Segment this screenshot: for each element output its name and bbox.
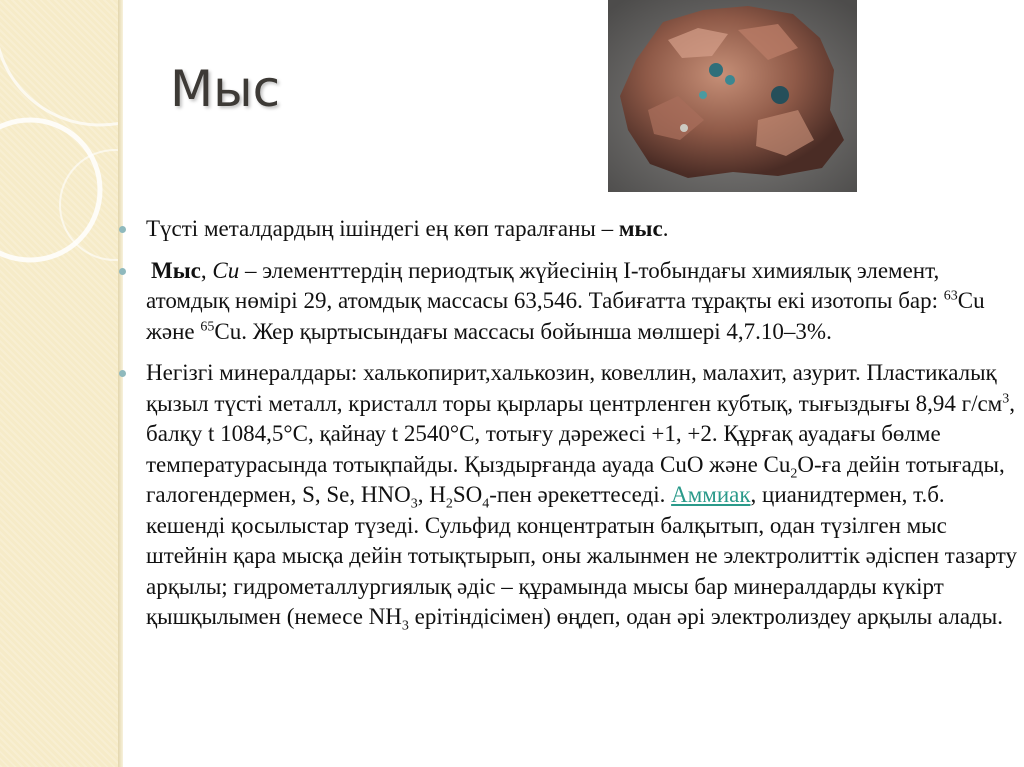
superscript: 3	[1002, 390, 1010, 406]
isotope-element: Cu	[957, 288, 985, 313]
bullet-text: O-ға дейін тотығады, галогендермен, S, Se, HNO	[146, 451, 1005, 507]
bullet-text: ерітіндісімен) өңдеп, одан әрі электролиздеу арқылы алады.	[408, 604, 1003, 629]
bullet-item	[118, 214, 1024, 245]
bold-term: мыс	[618, 216, 663, 241]
isotope-element: Cu	[214, 318, 242, 344]
bullet-item	[118, 358, 1024, 633]
ammonia-link[interactable]: Аммиак	[671, 482, 751, 507]
decorative-sidebar	[0, 0, 118, 767]
isotope-mass: 63	[943, 288, 958, 304]
isotope-mass: 65	[200, 318, 215, 334]
bullet-text: , цианидтермен, т.б. кешенді қосылыстар түзеді. Сульфид концентратын балқытып, одан түзілген мыс штейнін қара мысқа дейін тотықтырып, оны жалынмен не электролиттік әдіспен тазарту арқылы; гидрометаллургиялық әдіс – құрамында мысы бар минералдарды күкірт қышқылымен (немесе NH	[146, 482, 1018, 629]
bullet-text: Негізгі минералдары: халькопирит,халькозин, ковеллин, малахит, азурит. Пластикалық қызыл түсті металл, кристалл торы қырлары центрленген кубтық, тығыздығы 8,94 г/см	[146, 360, 1003, 416]
bullet-item	[118, 256, 1024, 348]
subscript: 2	[790, 466, 798, 482]
bold-term: Мыс	[151, 257, 201, 283]
slide-title: Мыс	[170, 60, 281, 118]
bullet-text: . Жер қыртысындағы массасы бойынша мөлшері 4,7.10–3%.	[241, 318, 832, 344]
subscript: 3	[401, 618, 409, 634]
bullet-text: Түсті металдардың ішіндегі ең көп таралғаны –	[146, 216, 619, 241]
bullet-text: , H	[417, 482, 446, 507]
copper-nugget-image	[608, 0, 857, 192]
subscript: 3	[410, 496, 418, 512]
bullet-text: SO	[452, 482, 483, 507]
slide-content	[118, 214, 1024, 644]
bullet-text: – элементтердің периодтық жүйесінің I-тобындағы химиялық элемент, атомдық нөмірі 29, атомдық массасы 63,546. Табиғатта тұрақты екі изотопы бар:	[146, 257, 944, 313]
subscript: 2	[445, 496, 453, 512]
bullet-text: және	[146, 318, 201, 344]
decorative-circles	[0, 0, 118, 767]
bullet-text: ,	[200, 257, 213, 283]
bullet-text: -пен әрекеттеседі.	[489, 482, 672, 507]
subscript: 4	[482, 496, 490, 512]
bullet-text: .	[662, 216, 669, 241]
element-symbol: Cu	[212, 257, 240, 283]
bullet-text: , балқу t 1084,5°С, қайнау t 2540°С, тотығу дәрежесі +1, +2. Құрғақ ауадағы бөлме температурасында тотықпайды. Қыздырғанда ауада CuO және Cu	[146, 390, 1015, 477]
